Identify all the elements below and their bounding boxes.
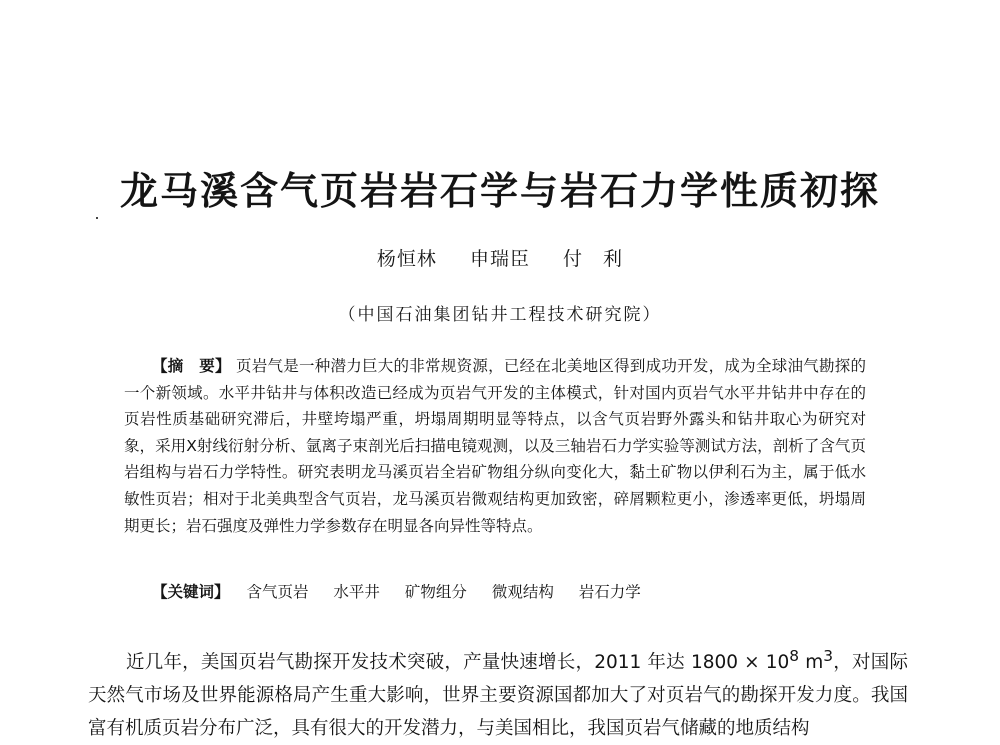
author-name: 申瑞臣 bbox=[469, 248, 530, 270]
scan-mark bbox=[96, 217, 98, 219]
keyword: 含气页岩 bbox=[246, 583, 309, 601]
author-name: 杨恒林 bbox=[376, 248, 437, 270]
exponent: 3 bbox=[823, 647, 834, 665]
body-text-part: ，对国际天然气市场及世界能源格局产生重大影响，世界主要资源国都加大了对页岩气的勘探开发力度。我国富有机质页岩分布广泛，具有很大的开发潜力，与美国相比，我国页岩气储藏的地质结构 bbox=[88, 652, 908, 740]
abstract bbox=[124, 353, 866, 539]
paper-title: 龙马溪含气页岩岩石学与岩石力学性质初探 bbox=[119, 168, 880, 213]
keyword: 岩石力学 bbox=[578, 583, 641, 601]
affiliation: （中国石油集团钻井工程技术研究院） bbox=[338, 305, 662, 325]
unit: m bbox=[799, 652, 824, 674]
keywords bbox=[152, 580, 661, 602]
body-paragraph bbox=[88, 640, 908, 745]
keyword: 微观结构 bbox=[491, 583, 554, 601]
keywords-label: 【关键词】 bbox=[152, 583, 230, 601]
abstract-text: 页岩气是一种潜力巨大的非常规资源，已经在北美地区得到成功开发，成为全球油气勘探的一个新领域。水平井钻井与体积改造已经成为页岩气开发的主体模式，针对国内页岩气水平井钻井中存在的页岩性质基础研究滞后，井壁垮塌严重，坍塌周期明显等特点，以含气页岩野外露头和钻井取心为研究对象，采用X射线衍射分析、氩离子束剖光后扫描电镜观测，以及三轴岩石力学实验等测试方法，剖析了含气页岩组构与岩石力学特性。研究表明龙马溪页岩全岩矿物组分纵向变化大，黏土矿物以伊利石为主，属于低水敏性页岩；相对于北美典型含气页岩，龙马溪页岩微观结构更加致密，碎屑颗粒更小，渗透率更低，坍塌周期更长；岩石强度及弹性力学参数存在明显各向异性等特点。 bbox=[124, 357, 866, 535]
production-value: 1800 × 10 bbox=[690, 652, 790, 674]
keyword: 水平井 bbox=[333, 583, 380, 601]
author-name: 付 利 bbox=[563, 248, 624, 270]
keyword: 矿物组分 bbox=[404, 583, 467, 601]
exponent: 8 bbox=[789, 647, 800, 665]
abstract-label: 【摘 要】 bbox=[152, 357, 231, 375]
author-list bbox=[0, 244, 1000, 271]
body-text-part: 近几年，美国页岩气勘探开发技术突破，产量快速增长，2011 年达 bbox=[126, 652, 691, 674]
